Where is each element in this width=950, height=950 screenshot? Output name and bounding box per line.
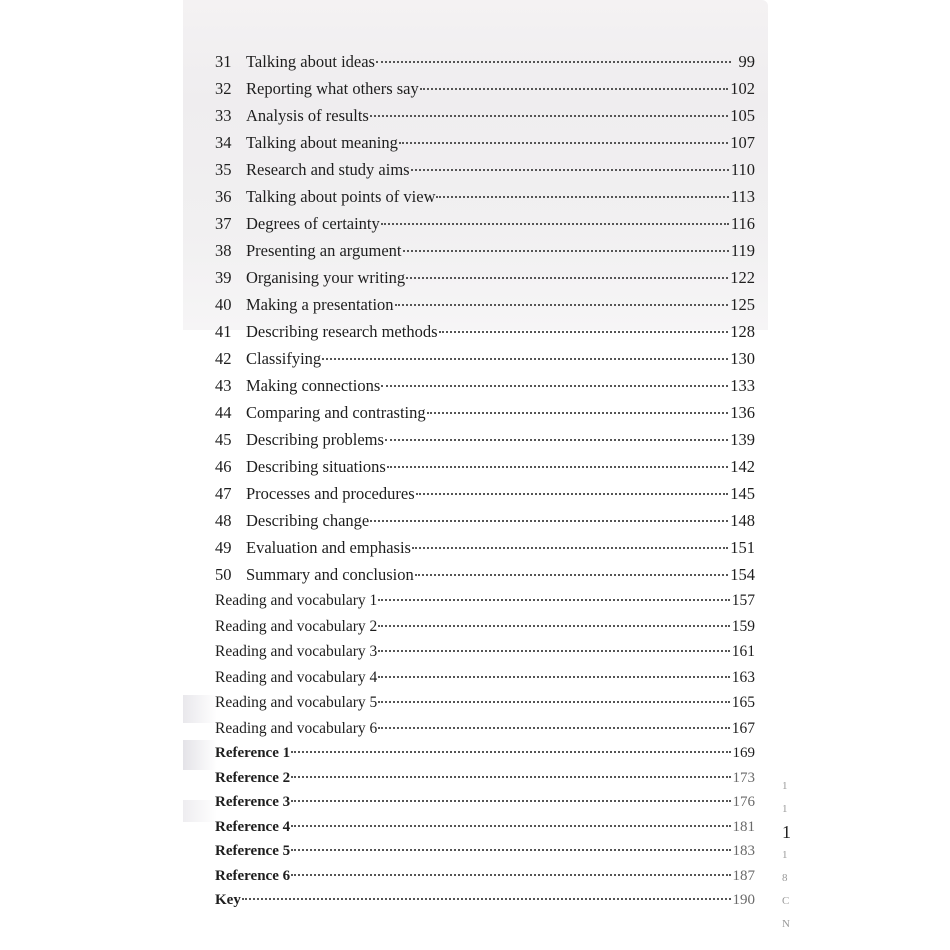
entry-title: Making a presentation [246,295,394,314]
unit-number: 42 [215,349,232,368]
entry-title: Reading and vocabulary 1 [215,592,378,609]
dot-leader [420,88,728,90]
unit-number: 31 [215,52,232,71]
dot-leader [291,751,730,753]
entry-title: Describing situations [246,457,386,476]
toc-entry-reference[interactable] [215,790,755,815]
toc-entry[interactable] [215,426,755,453]
entry-title: Classifying [246,349,322,368]
entry-title: Analysis of results [246,106,369,125]
page-number: 190 [732,892,755,908]
entry-title: Reference 1 [215,745,291,761]
toc-entry[interactable] [215,48,755,75]
margin-mark: 1 [782,803,788,815]
page-number: 113 [730,187,755,206]
entry-title: Summary and conclusion [246,565,414,584]
table-of-contents [215,48,755,913]
margin-mark: 1 [782,822,791,842]
unit-number: 49 [215,538,232,557]
entry-title: Reading and vocabulary 4 [215,668,378,686]
scan-shadow [183,800,217,822]
unit-number: 43 [215,376,232,395]
page-number: 181 [732,818,755,835]
entry-title: Reference 2 [215,769,291,786]
page-number: 99 [738,52,755,71]
unit-number: 45 [215,430,232,449]
page-number: 136 [730,403,755,422]
unit-number: 34 [215,133,232,152]
page-number: 125 [730,295,755,314]
page-number: 142 [730,457,755,476]
toc-entry-reading-vocabulary[interactable] [215,716,755,742]
toc-entry[interactable] [215,318,755,345]
entry-title: Making connections [246,376,381,395]
toc-entry[interactable] [215,264,755,291]
toc-entry[interactable] [215,237,755,264]
toc-entry[interactable] [215,183,755,210]
entry-title: Talking about points of view [246,187,436,206]
scan-shadow [183,695,217,723]
toc-entry[interactable] [215,345,755,372]
entry-title: Reference 4 [215,818,291,835]
page-number: 161 [731,643,755,660]
page-number: 105 [730,106,755,125]
page-number: 107 [730,133,755,152]
page-number: 154 [730,565,755,584]
dot-leader [411,169,729,171]
page-number: 148 [730,511,755,530]
toc-entry-reference[interactable] [215,864,755,889]
toc-entry[interactable] [215,561,755,588]
entry-title: Key [215,892,241,908]
page-number: 176 [732,794,755,810]
dot-leader [378,727,729,729]
page-number: 159 [731,617,755,635]
entry-title: Reporting what others say [246,79,419,98]
toc-entry[interactable] [215,75,755,102]
dot-leader [291,776,730,778]
unit-number: 35 [215,160,232,179]
toc-entry-reading-vocabulary[interactable] [215,639,755,665]
unit-number: 44 [215,403,232,422]
unit-number: 36 [215,187,232,206]
toc-entry-reading-vocabulary[interactable] [215,665,755,691]
toc-entry-key[interactable] [215,888,755,913]
page-number: 163 [731,668,755,686]
dot-leader [370,520,728,522]
unit-number: 47 [215,484,232,503]
dot-leader [387,466,728,468]
dot-leader [381,223,729,225]
page-number: 130 [730,349,755,368]
dot-leader [378,701,729,703]
unit-number: 48 [215,511,232,530]
entry-title: Organising your writing [246,268,406,287]
scan-shadow [183,740,217,770]
page-number: 151 [730,538,755,557]
toc-entry[interactable] [215,453,755,480]
page-number: 139 [730,430,755,449]
page-number: 110 [730,160,755,179]
unit-number: 50 [215,565,232,584]
dot-leader [291,874,730,876]
unit-number: 32 [215,79,232,98]
entry-title: Reference 5 [215,843,291,859]
dot-leader [381,385,728,387]
toc-entry-reading-vocabulary[interactable] [215,614,755,640]
toc-entry[interactable] [215,291,755,318]
dot-leader [385,439,728,441]
dot-leader [291,849,730,851]
margin-mark: 1 [782,780,788,792]
page-number: 133 [730,376,755,395]
page-number: 187 [732,867,755,884]
toc-entry[interactable] [215,372,755,399]
toc-entry-reference[interactable] [215,741,755,766]
entry-title: Processes and procedures [246,484,415,503]
entry-title: Describing research methods [246,322,438,341]
entry-title: Degrees of certainty [246,214,380,233]
unit-number: 46 [215,457,232,476]
toc-entry[interactable] [215,399,755,426]
page-number: 173 [732,769,755,786]
toc-entry-reading-vocabulary[interactable] [215,690,755,716]
dot-leader [378,625,729,627]
entry-title: Reading and vocabulary 5 [215,694,378,711]
page-number: 116 [730,214,755,233]
entry-title: Reading and vocabulary 6 [215,719,378,737]
unit-number: 41 [215,322,232,341]
dot-leader [322,358,728,360]
toc-entry-reference[interactable] [215,766,755,791]
page-number: 157 [731,592,755,609]
dot-leader [439,331,729,333]
dot-leader [378,599,729,601]
page-number: 102 [730,79,755,98]
page-number: 122 [730,268,755,287]
page-number: 165 [731,694,755,711]
toc-entry[interactable] [215,507,755,534]
entry-title: Evaluation and emphasis [246,538,411,557]
toc-entry[interactable] [215,534,755,561]
unit-number: 38 [215,241,232,260]
margin-mark: N [782,918,790,930]
dot-leader [412,547,728,549]
margin-mark: 8 [782,872,788,884]
unit-number: 33 [215,106,232,125]
dot-leader [403,250,729,252]
unit-number: 39 [215,268,232,287]
entry-title: Reference 3 [215,794,291,810]
entry-title: Describing problems [246,430,384,449]
dot-leader [291,825,730,827]
dot-leader [378,650,729,652]
page-number: 119 [730,241,755,260]
margin-mark: 1 [782,849,788,861]
entry-title: Presenting an argument [246,241,402,260]
unit-number: 40 [215,295,232,314]
dot-leader [395,304,729,306]
page-number: 167 [731,719,755,737]
dot-leader [416,493,729,495]
dot-leader [291,800,730,802]
entry-title: Reading and vocabulary 2 [215,617,378,635]
entry-title: Describing change [246,511,370,530]
toc-entry[interactable] [215,102,755,129]
unit-number: 37 [215,214,232,233]
entry-title: Comparing and contrasting [246,403,426,422]
page-number: 128 [730,322,755,341]
dot-leader [427,412,729,414]
dot-leader [436,196,728,198]
entry-title: Reference 6 [215,867,291,884]
toc-entry[interactable] [215,210,755,237]
page-number: 183 [732,843,755,859]
margin-mark: C [782,895,790,907]
entry-title: Reading and vocabulary 3 [215,643,378,660]
toc-entry-reference[interactable] [215,839,755,864]
page-number: 145 [730,484,755,503]
dot-leader [399,142,728,144]
dot-leader [415,574,729,576]
page-number: 169 [732,745,755,761]
dot-leader [370,115,728,117]
dot-leader [378,676,729,678]
entry-title: Talking about ideas [246,52,375,71]
entry-title: Research and study aims [246,160,410,179]
dot-leader [376,61,731,63]
entry-title: Talking about meaning [246,133,398,152]
dot-leader [406,277,728,279]
dot-leader [242,898,731,900]
bleed-through-margin-marks [782,775,802,936]
toc-entry-reference[interactable] [215,815,755,840]
toc-entry[interactable] [215,129,755,156]
toc-entry[interactable] [215,156,755,183]
toc-entry-reading-vocabulary[interactable] [215,588,755,614]
toc-entry[interactable] [215,480,755,507]
